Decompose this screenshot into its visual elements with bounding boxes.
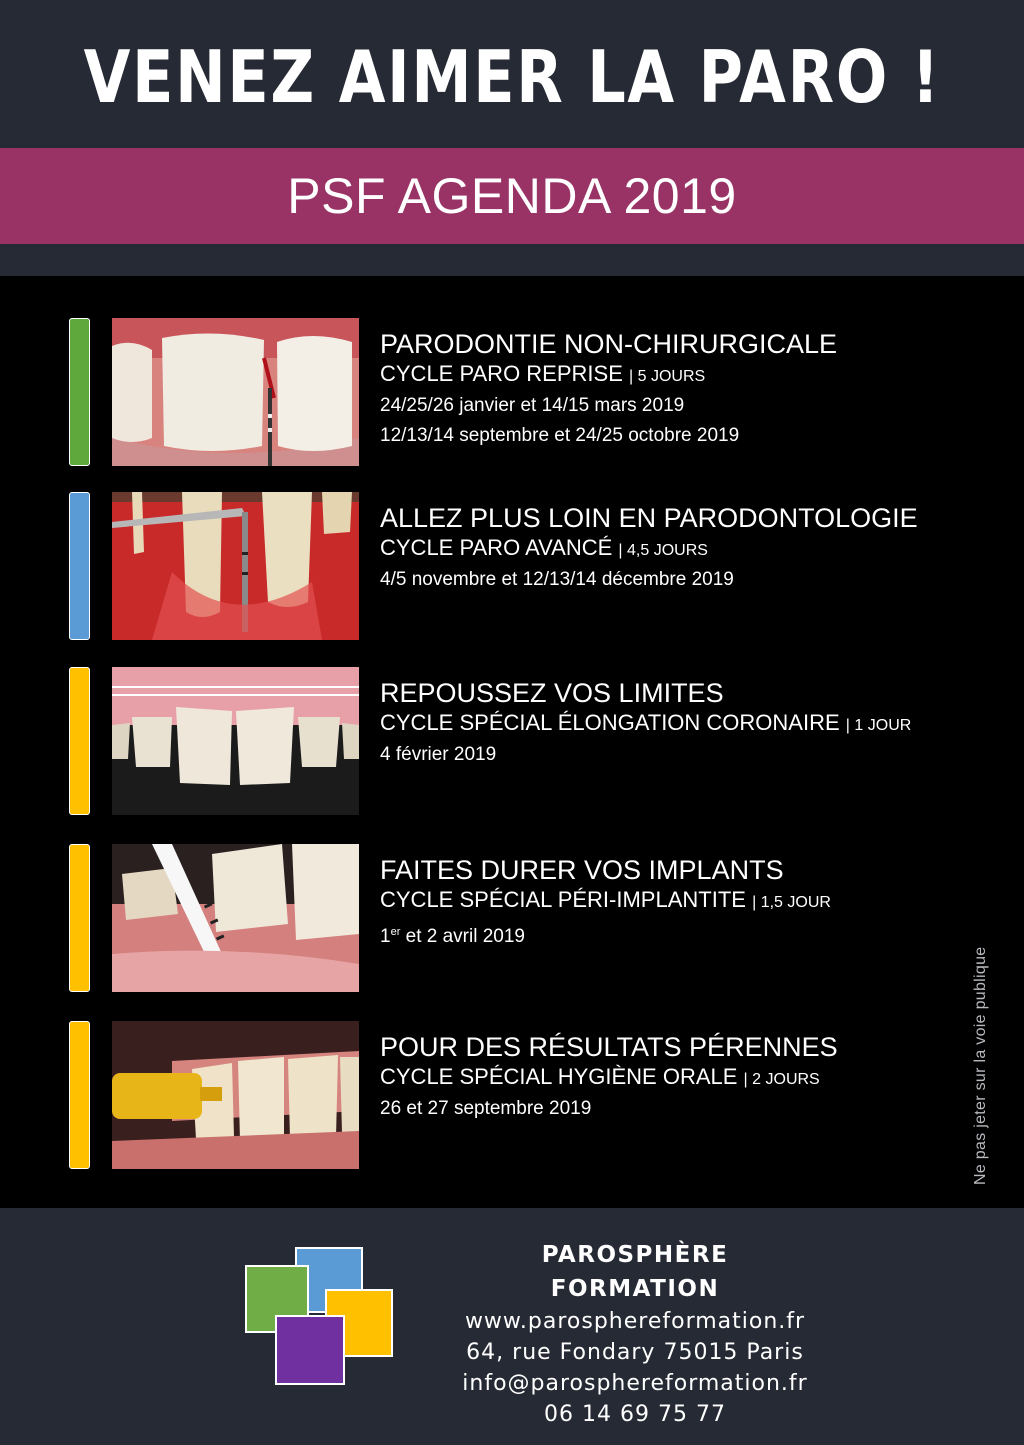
separator: | — [618, 542, 623, 559]
course-color-bar — [69, 492, 90, 640]
course-date: 26 et 27 septembre 2019 — [380, 1098, 592, 1119]
footer — [0, 1208, 1024, 1445]
header — [0, 0, 1024, 148]
course-item — [0, 492, 1024, 642]
cycle-name: CYCLE SPÉCIAL HYGIÈNE ORALE — [380, 1064, 738, 1089]
course-title: ALLEZ PLUS LOIN EN PARODONTOLOGIE — [380, 503, 918, 533]
course-cycle — [380, 534, 1000, 565]
course-item — [0, 844, 1024, 994]
course-list — [0, 276, 1024, 1208]
course-date: 4 février 2019 — [380, 744, 497, 765]
course-color-bar — [69, 318, 90, 466]
phone-number: 06 14 69 75 77 — [544, 1402, 726, 1427]
course-title: REPOUSSEZ VOS LIMITES — [380, 678, 724, 708]
course-duration: 2 JOURS — [752, 1071, 820, 1088]
address: 64, rue Fondary 75015 Paris — [466, 1340, 804, 1365]
course-duration: 5 JOURS — [637, 368, 706, 385]
email-link[interactable]: info@parosphereformation.fr — [462, 1371, 808, 1396]
course-date: 12/13/14 septembre et 24/25 octobre 2019 — [380, 425, 740, 446]
course-cycle — [380, 1063, 1000, 1094]
cycle-name: CYCLE PARO REPRISE — [380, 361, 623, 386]
course-color-bar — [69, 1021, 90, 1169]
header-spacer — [0, 244, 1024, 276]
date-rest: et 2 avril 2019 — [400, 926, 525, 947]
cycle-name: CYCLE SPÉCIAL ÉLONGATION CORONAIRE — [380, 710, 840, 735]
side-note: Ne pas jeter sur la voie publique — [972, 946, 989, 1185]
course-date — [380, 917, 1000, 952]
contact-block — [455, 1238, 815, 1430]
implant-probe-photo — [112, 844, 359, 992]
separator: | — [629, 368, 634, 385]
parosphere-logo — [244, 1246, 396, 1386]
course-duration: 1 JOUR — [854, 717, 912, 734]
course-item — [0, 667, 1024, 817]
gingival-margin-photo — [112, 318, 359, 466]
crown-lengthening-photo — [112, 667, 359, 815]
course-title: FAITES DURER VOS IMPLANTS — [380, 855, 784, 885]
course-item — [0, 1021, 1024, 1171]
course-cycle — [380, 709, 1000, 740]
interdental-brush-photo — [112, 1021, 359, 1169]
course-item — [0, 318, 1024, 468]
course-cycle — [380, 886, 1000, 917]
course-date: 4/5 novembre et 12/13/14 décembre 2019 — [380, 569, 734, 590]
course-duration: 4,5 JOURS — [627, 542, 708, 559]
course-title: POUR DES RÉSULTATS PÉRENNES — [380, 1032, 838, 1062]
cycle-name: CYCLE SPÉCIAL PÉRI-IMPLANTITE — [380, 887, 746, 912]
separator: | — [845, 717, 850, 734]
company-name: PAROSPHÈRE FORMATION — [541, 1242, 729, 1302]
date-ordinal: er — [390, 926, 401, 938]
separator: | — [752, 894, 757, 911]
course-duration: 1,5 JOUR — [760, 894, 831, 911]
website-link[interactable]: www.parosphereformation.fr — [464, 1309, 806, 1334]
agenda-band — [0, 148, 1024, 244]
course-cycle — [380, 360, 1000, 391]
cycle-name: CYCLE PARO AVANCÉ — [380, 535, 613, 560]
separator: | — [743, 1071, 748, 1088]
surgical-probe-photo — [112, 492, 359, 640]
course-color-bar — [69, 667, 90, 815]
date-day: 1 — [380, 926, 391, 947]
course-color-bar — [69, 844, 90, 992]
page-headline: VENEZ AIMER LA PARO ! — [83, 35, 941, 119]
course-date: 24/25/26 janvier et 14/15 mars 2019 — [380, 395, 685, 416]
course-title: PARODONTIE NON-CHIRURGICALE — [380, 329, 838, 359]
agenda-title: PSF AGENDA 2019 — [287, 168, 737, 224]
